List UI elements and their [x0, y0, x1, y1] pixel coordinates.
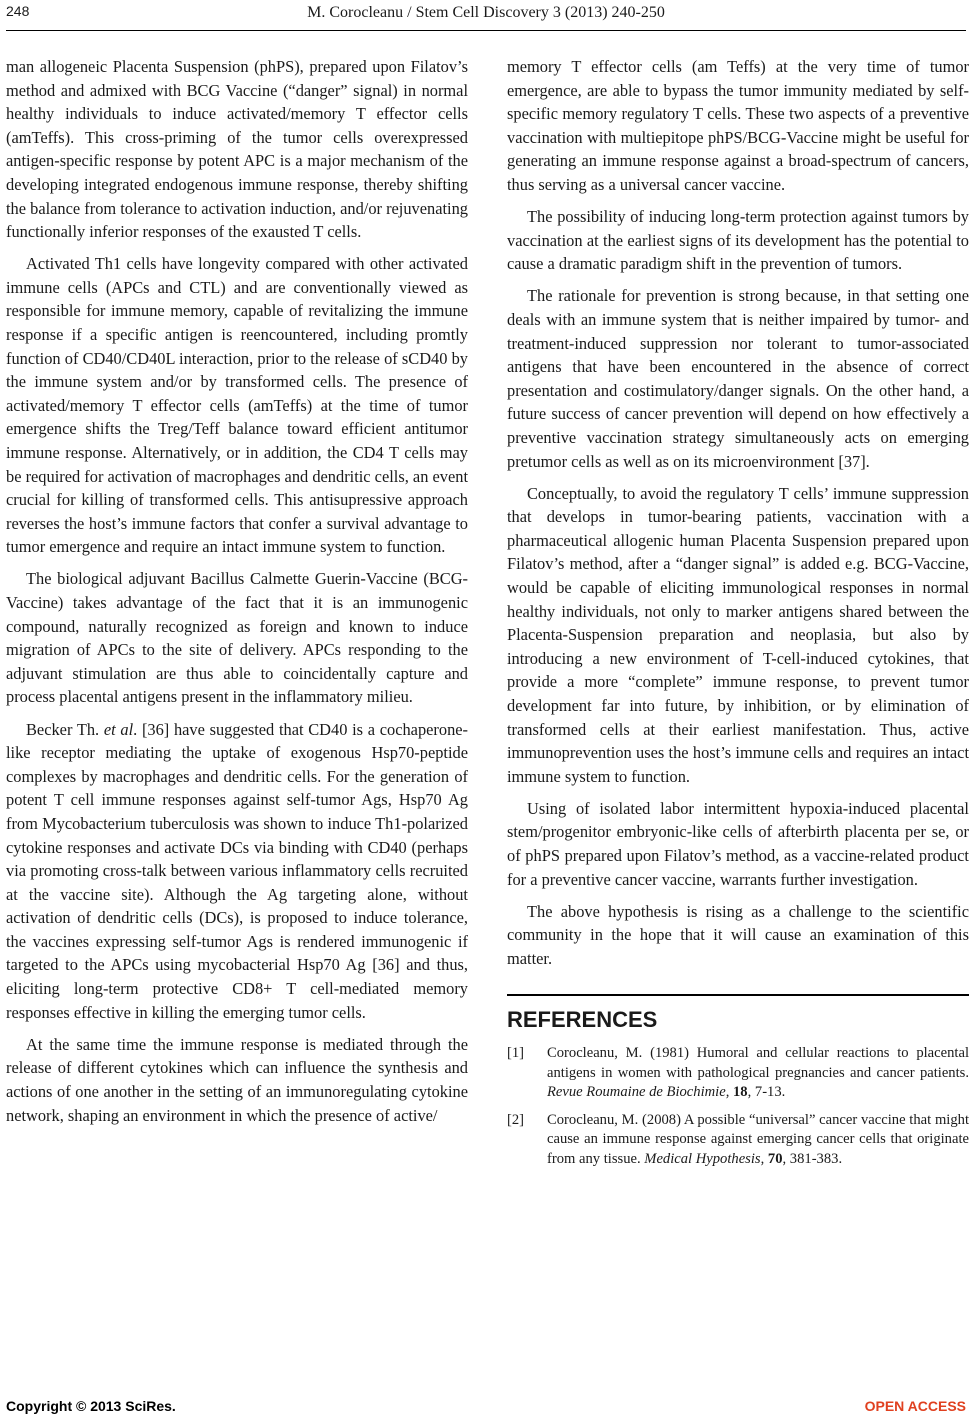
reference-number: [2] [507, 1111, 525, 1128]
copyright-footer: Copyright © 2013 SciRes. [6, 1398, 176, 1414]
left-column [6, 55, 468, 1136]
page-number: 248 [6, 3, 30, 19]
reference-separator: , [760, 1150, 768, 1167]
references-heading: REFERENCES [507, 1007, 658, 1033]
reference-item [507, 1111, 969, 1170]
references-rule [507, 994, 969, 996]
paragraph: The biological adjuvant Bacillus Calmette Guerin-Vaccine (BCG-Vaccine) takes advantage of the fact that it is an immunogenic compound, naturally recognized as foreign and known to induce migration of APCs to the site of delivery. APCs responding to the adjuvant stimulation are thus able to coincidentally capture and process placental antigens present in the inflammatory milieu. [6, 569, 468, 707]
reference-number: [1] [507, 1045, 525, 1062]
paragraph: At the same time the immune response is mediated through the release of different cytokines which can influence the synthesis and actions of one another in the setting of an immunoregulating cytokine network, shaping an environment in which the presence of active/ [6, 1034, 468, 1125]
reference-text: Corocleanu, M. (1981) Humoral and cellular reactions to placental antigens in women with pathological pregnancies and cancer patients. [547, 1045, 969, 1081]
paragraph: man allogeneic Placenta Suspension (phPS), prepared upon Filatov’s method and admixed with BCG Vaccine (“danger” signal) in normal healthy individuals to induce activated/memory T effector cells (amTeffs). This cross-priming of the tumor cells overexpressed antigen-specific response by potent APC is a major mechanism of the developing integrated endogenous immune response, thereby shifting the balance from tolerance to activation induction, and/or rejuvenating functionally inferior responses of the exausted T cells. [6, 57, 468, 242]
reference-separator: , [725, 1084, 733, 1101]
paragraph: The above hypothesis is rising as a challenge to the scientific community in the hope that it will cause an examination of this matter. [507, 901, 969, 968]
reference-volume: 70 [767, 1150, 783, 1167]
paragraph: Using of isolated labor intermittent hypoxia-induced placental stem/progenitor embryonic-like cells of afterbirth placenta per se, or of phPS prepared upon Filatov’s method, as a vaccine-related product for a preventive cancer vaccine, warrants further investigation. [507, 798, 969, 889]
paragraph: memory T effector cells (am Teffs) at the very time of tumor emergence, are able to bypass the tumor immunity mediated by self-specific memory regulatory T cells. These two aspects of a preventive vaccination with multiepitope phPS/BCG-Vaccine might be useful for generating an immune response against a broad-spectrum of cancers, thus serving as a universal cancer vaccine. [507, 57, 969, 194]
et-al-italic: et al [103, 719, 134, 739]
header-rule [6, 30, 966, 31]
paragraph: Activated Th1 cells have longevity compared with other activated immune cells (APCs and CTL) and are conventionally viewed as responsible for immune memory, capable of revitalizing the immune response if a specific antigen is reencountered, including promtly function of CD40/CD40L interaction, prior to the release of sCD40 by the immune system and/or by transformed cells. The presence of activated/memory T effector cells (amTeffs) at the time of tumor emergence shifts the Treg/Teff balance toward efficient antitumor immune response. Alternatively, or in addition, the CD4 T cells may be required for activation of macrophages and dendritic cells, an event crucial for killing of transformed cells. This antisupressive approach reverses the host’s immune factors that confer a survival advantage to tumor emergence and require an intact immune system to function. [6, 254, 468, 557]
reference-volume: 18 [733, 1084, 748, 1101]
paragraph-text: . [36] have suggested that CD40 is a cochaperone-like receptor mediating the uptake of exogenous Hsp70-peptide complexes by macrophages and dendritic cells. For the generation of potent T cell immune responses against self-tumor Ags, Hsp70 Ag from Mycobacterium tuberculosis was shown to induce Th1-polarized cytokine responses and activate DCs via binding with CD40 (perhaps via promoting cross-talk between various inflammatory cells recruited at the vaccine site). Although the Ag targeting alone, without activation of dendritic cells (DCs), is proposed to induce tolerance, the vaccines expressing self-tumor Ags is rendered immunogenic if targeted to the APCs using mycobacterial Hsp70 Ag [36] and thus, eliciting long-term protective CD8+ T cell-mediated memory responses effective in killing the emerging tumor cells. [6, 719, 468, 1022]
right-column [507, 55, 969, 1177]
reference-journal: Medical Hypothesis [644, 1150, 761, 1167]
paragraph: Conceptually, to avoid the regulatory T cells’ immune suppression that develops in tumor-bearing patients, vaccination with a pharmaceutical allogenic human Placenta Suspension prepared upon Filatov’s method, after a “danger signal” is added e.g. BCG-Vaccine, would be capable of eliciting immunological responses in normal healthy individuals, not only to marker antigens shared between the Placenta-Suspension preparation and neoplasia, but also by introducing a new environment of T-cell-induced cytokines, that provide a more “complete” immune response, to prevent tumor development far into future, by inhibition, or by elimination of transformed cells at their earliest manifestation. Thus, active immunoprevention uses the host’s immune cells and requires an intact immune system to function. [507, 483, 969, 786]
paragraph [6, 718, 468, 1025]
open-access-footer: OPEN ACCESS [864, 1398, 966, 1414]
reference-text: Corocleanu, M. (2008) A possible “universal” cancer vaccine that might cause an immune response against emerging cancer cells that originate from any tissue. [547, 1111, 969, 1167]
reference-item [507, 1044, 969, 1103]
paragraph: The rationale for prevention is strong because, in that setting one deals with an immune system that is neither impaired by tumor- and treatment-induced suppression nor tolerant to tumor-associated antigens that have been encountered in the absence of correct presentation and costimulatory/danger signals. On the other hand, a future success of cancer prevention will depend on how effectively a preventive vaccination strategy simultaneously acts on emerging pretumor cells as well as on its microenvironment [37]. [507, 286, 969, 471]
running-header: M. Corocleanu / Stem Cell Discovery 3 (2013) 240-250 [307, 4, 665, 21]
paragraph-text: Becker Th. [26, 719, 104, 739]
reference-pages: , 381-383. [782, 1150, 843, 1167]
reference-journal: Revue Roumaine de Biochimie [547, 1084, 726, 1101]
reference-pages: , 7-13. [747, 1084, 786, 1101]
paragraph: The possibility of inducing long-term protection against tumors by vaccination at the earliest signs of its development has the potential to cause a dramatic paradigm shift in the prevention of tumors. [507, 207, 969, 274]
